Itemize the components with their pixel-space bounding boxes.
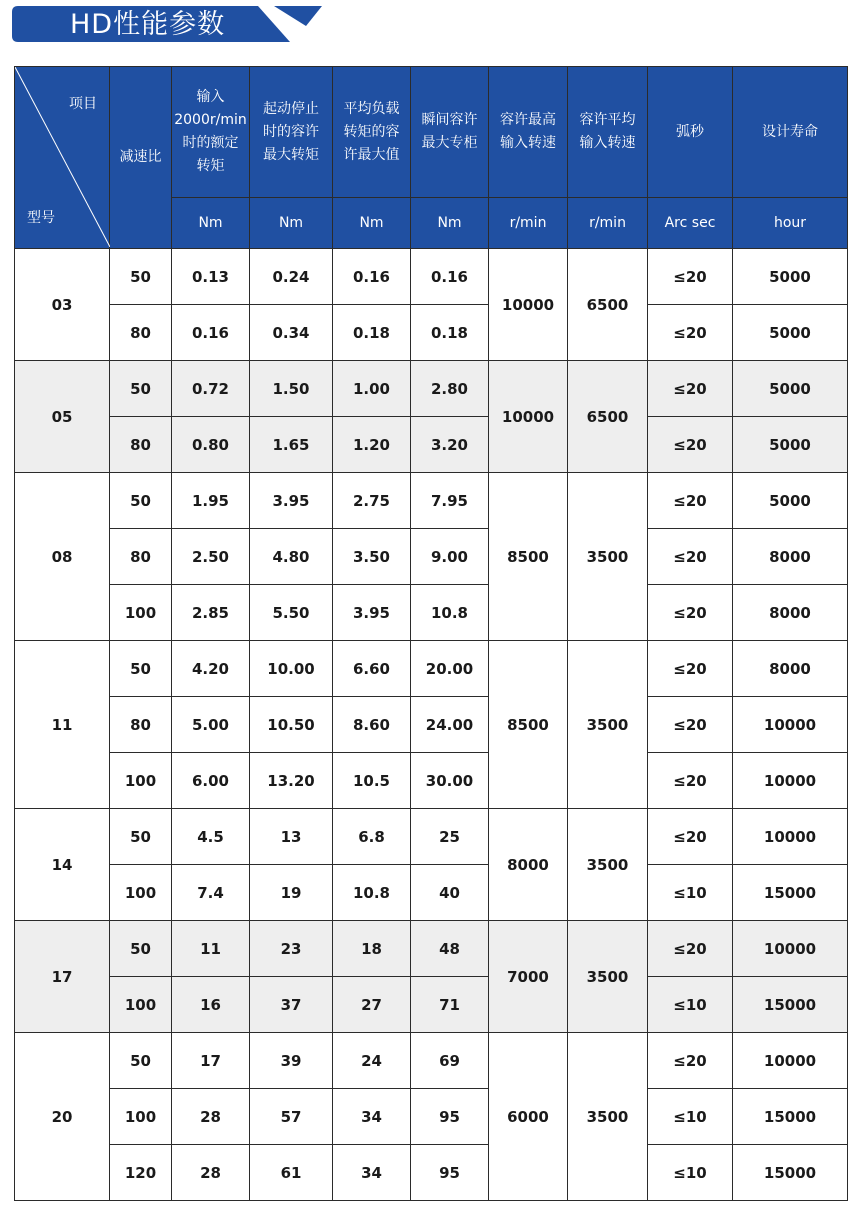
col-header-startstop-torque: 起动停止 时的容许 最大转矩 — [250, 67, 333, 198]
startstop-cell: 37 — [250, 977, 333, 1033]
ratio-cell: 80 — [110, 417, 172, 473]
life-cell: 5000 — [733, 361, 848, 417]
arcsec-cell: ≤20 — [648, 361, 733, 417]
col-header-avg-speed: 容许平均 输入转速 — [568, 67, 648, 198]
rated-cell: 2.50 — [172, 529, 250, 585]
ratio-cell: 50 — [110, 249, 172, 305]
rated-cell: 28 — [172, 1145, 250, 1201]
ratio-cell: 100 — [110, 977, 172, 1033]
arcsec-cell: ≤20 — [648, 641, 733, 697]
momentary-cell: 30.00 — [411, 753, 489, 809]
table-row — [15, 865, 848, 921]
avg-speed-cell: 6500 — [568, 249, 648, 361]
model-group-03 — [15, 249, 848, 361]
ratio-cell: 50 — [110, 809, 172, 865]
momentary-cell: 69 — [411, 1033, 489, 1089]
unit-startstop-torque: Nm — [250, 198, 333, 249]
col-header-max-speed: 容许最高 输入转速 — [489, 67, 568, 198]
table-row — [15, 305, 848, 361]
model-group-20 — [15, 1033, 848, 1201]
rated-cell: 17 — [172, 1033, 250, 1089]
life-cell: 5000 — [733, 305, 848, 361]
avg-speed-cell: 3500 — [568, 1033, 648, 1201]
col-header-life: 设计寿命 — [733, 67, 848, 198]
momentary-cell: 24.00 — [411, 697, 489, 753]
table-row — [15, 249, 848, 305]
avgload-cell: 0.16 — [333, 249, 411, 305]
momentary-cell: 0.18 — [411, 305, 489, 361]
momentary-cell: 9.00 — [411, 529, 489, 585]
rated-cell: 16 — [172, 977, 250, 1033]
corner-model-label: 型号 — [27, 210, 55, 226]
momentary-cell: 40 — [411, 865, 489, 921]
arcsec-cell: ≤20 — [648, 697, 733, 753]
startstop-cell: 23 — [250, 921, 333, 977]
arcsec-cell: ≤20 — [648, 249, 733, 305]
startstop-cell: 19 — [250, 865, 333, 921]
max-speed-cell: 10000 — [489, 249, 568, 361]
ratio-cell: 80 — [110, 529, 172, 585]
life-cell: 5000 — [733, 417, 848, 473]
page-title: HD性能参数 — [70, 9, 226, 40]
title-banner — [12, 6, 324, 44]
unit-momentary-torque: Nm — [411, 198, 489, 249]
max-speed-cell: 8500 — [489, 641, 568, 809]
momentary-cell: 95 — [411, 1145, 489, 1201]
unit-max-speed: r/min — [489, 198, 568, 249]
ratio-cell: 80 — [110, 697, 172, 753]
life-cell: 8000 — [733, 641, 848, 697]
table-row — [15, 417, 848, 473]
avgload-cell: 6.60 — [333, 641, 411, 697]
col-header-rated-torque: 输入 2000r/min 时的额定 转矩 — [172, 67, 250, 198]
unit-arcsec: Arc sec — [648, 198, 733, 249]
avgload-cell: 24 — [333, 1033, 411, 1089]
arcsec-cell: ≤20 — [648, 809, 733, 865]
startstop-cell: 39 — [250, 1033, 333, 1089]
arcsec-cell: ≤10 — [648, 865, 733, 921]
life-cell: 10000 — [733, 809, 848, 865]
startstop-cell: 5.50 — [250, 585, 333, 641]
model-cell: 14 — [15, 809, 110, 921]
arcsec-cell: ≤20 — [648, 585, 733, 641]
life-cell: 15000 — [733, 1145, 848, 1201]
arcsec-cell: ≤20 — [648, 529, 733, 585]
ratio-header: 减速比 — [110, 67, 172, 249]
life-cell: 10000 — [733, 921, 848, 977]
table-row — [15, 641, 848, 697]
ratio-cell: 120 — [110, 1145, 172, 1201]
arcsec-cell: ≤20 — [648, 473, 733, 529]
momentary-cell: 25 — [411, 809, 489, 865]
momentary-cell: 2.80 — [411, 361, 489, 417]
avgload-cell: 3.95 — [333, 585, 411, 641]
col-header-momentary-torque: 瞬间容许 最大专柜 — [411, 67, 489, 198]
rated-cell: 0.13 — [172, 249, 250, 305]
model-group-11 — [15, 641, 848, 809]
avgload-cell: 2.75 — [333, 473, 411, 529]
ratio-cell: 100 — [110, 1089, 172, 1145]
table-row — [15, 361, 848, 417]
max-speed-cell: 8000 — [489, 809, 568, 921]
table-row — [15, 473, 848, 529]
arcsec-cell: ≤20 — [648, 753, 733, 809]
arcsec-cell: ≤10 — [648, 977, 733, 1033]
avgload-cell: 1.00 — [333, 361, 411, 417]
arcsec-cell: ≤20 — [648, 305, 733, 361]
rated-cell: 28 — [172, 1089, 250, 1145]
model-cell: 03 — [15, 249, 110, 361]
avgload-cell: 0.18 — [333, 305, 411, 361]
startstop-cell: 3.95 — [250, 473, 333, 529]
startstop-cell: 0.24 — [250, 249, 333, 305]
rated-cell: 4.5 — [172, 809, 250, 865]
col-header-arcsec: 弧秒 — [648, 67, 733, 198]
max-speed-cell: 6000 — [489, 1033, 568, 1201]
model-cell: 08 — [15, 473, 110, 641]
table-row — [15, 1145, 848, 1201]
corner-item-label: 项目 — [69, 96, 97, 112]
avg-speed-cell: 3500 — [568, 473, 648, 641]
ratio-cell: 100 — [110, 865, 172, 921]
life-cell: 10000 — [733, 1033, 848, 1089]
ratio-cell: 50 — [110, 1033, 172, 1089]
arcsec-cell: ≤10 — [648, 1089, 733, 1145]
rated-cell: 1.95 — [172, 473, 250, 529]
table-row — [15, 753, 848, 809]
startstop-cell: 13 — [250, 809, 333, 865]
table-row — [15, 585, 848, 641]
momentary-cell: 95 — [411, 1089, 489, 1145]
model-cell: 11 — [15, 641, 110, 809]
model-group-05 — [15, 361, 848, 473]
table-row — [15, 809, 848, 865]
life-cell: 5000 — [733, 249, 848, 305]
startstop-cell: 1.50 — [250, 361, 333, 417]
max-speed-cell: 8500 — [489, 473, 568, 641]
table-row — [15, 977, 848, 1033]
ratio-cell: 100 — [110, 585, 172, 641]
rated-cell: 5.00 — [172, 697, 250, 753]
spec-table — [14, 66, 848, 1201]
avgload-cell: 6.8 — [333, 809, 411, 865]
startstop-cell: 4.80 — [250, 529, 333, 585]
momentary-cell: 3.20 — [411, 417, 489, 473]
ratio-cell: 50 — [110, 361, 172, 417]
model-group-08 — [15, 473, 848, 641]
life-cell: 8000 — [733, 585, 848, 641]
rated-cell: 0.72 — [172, 361, 250, 417]
life-cell: 15000 — [733, 1089, 848, 1145]
model-cell: 17 — [15, 921, 110, 1033]
momentary-cell: 0.16 — [411, 249, 489, 305]
unit-life: hour — [733, 198, 848, 249]
startstop-cell: 1.65 — [250, 417, 333, 473]
avgload-cell: 10.5 — [333, 753, 411, 809]
avg-speed-cell: 3500 — [568, 921, 648, 1033]
table-row — [15, 529, 848, 585]
avgload-cell: 27 — [333, 977, 411, 1033]
startstop-cell: 13.20 — [250, 753, 333, 809]
momentary-cell: 71 — [411, 977, 489, 1033]
ratio-cell: 100 — [110, 753, 172, 809]
startstop-cell: 10.00 — [250, 641, 333, 697]
rated-cell: 0.16 — [172, 305, 250, 361]
corner-header — [15, 67, 110, 249]
table-row — [15, 1033, 848, 1089]
arcsec-cell: ≤20 — [648, 417, 733, 473]
ratio-cell: 50 — [110, 921, 172, 977]
avgload-cell: 3.50 — [333, 529, 411, 585]
life-cell: 15000 — [733, 865, 848, 921]
model-cell: 05 — [15, 361, 110, 473]
avgload-cell: 10.8 — [333, 865, 411, 921]
momentary-cell: 20.00 — [411, 641, 489, 697]
arcsec-cell: ≤10 — [648, 1145, 733, 1201]
model-cell: 20 — [15, 1033, 110, 1201]
rated-cell: 2.85 — [172, 585, 250, 641]
avgload-cell: 34 — [333, 1089, 411, 1145]
momentary-cell: 48 — [411, 921, 489, 977]
max-speed-cell: 10000 — [489, 361, 568, 473]
startstop-cell: 10.50 — [250, 697, 333, 753]
ratio-cell: 80 — [110, 305, 172, 361]
model-group-14 — [15, 809, 848, 921]
rated-cell: 0.80 — [172, 417, 250, 473]
avg-speed-cell: 3500 — [568, 641, 648, 809]
momentary-cell: 7.95 — [411, 473, 489, 529]
col-header-avg-load-torque: 平均负载 转矩的容 许最大值 — [333, 67, 411, 198]
avgload-cell: 18 — [333, 921, 411, 977]
life-cell: 10000 — [733, 753, 848, 809]
max-speed-cell: 7000 — [489, 921, 568, 1033]
life-cell: 15000 — [733, 977, 848, 1033]
rated-cell: 11 — [172, 921, 250, 977]
arcsec-cell: ≤20 — [648, 921, 733, 977]
unit-rated-torque: Nm — [172, 198, 250, 249]
unit-avg-speed: r/min — [568, 198, 648, 249]
life-cell: 5000 — [733, 473, 848, 529]
life-cell: 8000 — [733, 529, 848, 585]
table-row — [15, 1089, 848, 1145]
unit-avg-load-torque: Nm — [333, 198, 411, 249]
startstop-cell: 57 — [250, 1089, 333, 1145]
avg-speed-cell: 6500 — [568, 361, 648, 473]
table-row — [15, 921, 848, 977]
table-row — [15, 697, 848, 753]
ratio-cell: 50 — [110, 641, 172, 697]
model-group-17 — [15, 921, 848, 1033]
rated-cell: 4.20 — [172, 641, 250, 697]
rated-cell: 6.00 — [172, 753, 250, 809]
arcsec-cell: ≤20 — [648, 1033, 733, 1089]
ratio-cell: 50 — [110, 473, 172, 529]
rated-cell: 7.4 — [172, 865, 250, 921]
avgload-cell: 8.60 — [333, 697, 411, 753]
avgload-cell: 1.20 — [333, 417, 411, 473]
life-cell: 10000 — [733, 697, 848, 753]
startstop-cell: 61 — [250, 1145, 333, 1201]
avgload-cell: 34 — [333, 1145, 411, 1201]
avg-speed-cell: 3500 — [568, 809, 648, 921]
momentary-cell: 10.8 — [411, 585, 489, 641]
startstop-cell: 0.34 — [250, 305, 333, 361]
